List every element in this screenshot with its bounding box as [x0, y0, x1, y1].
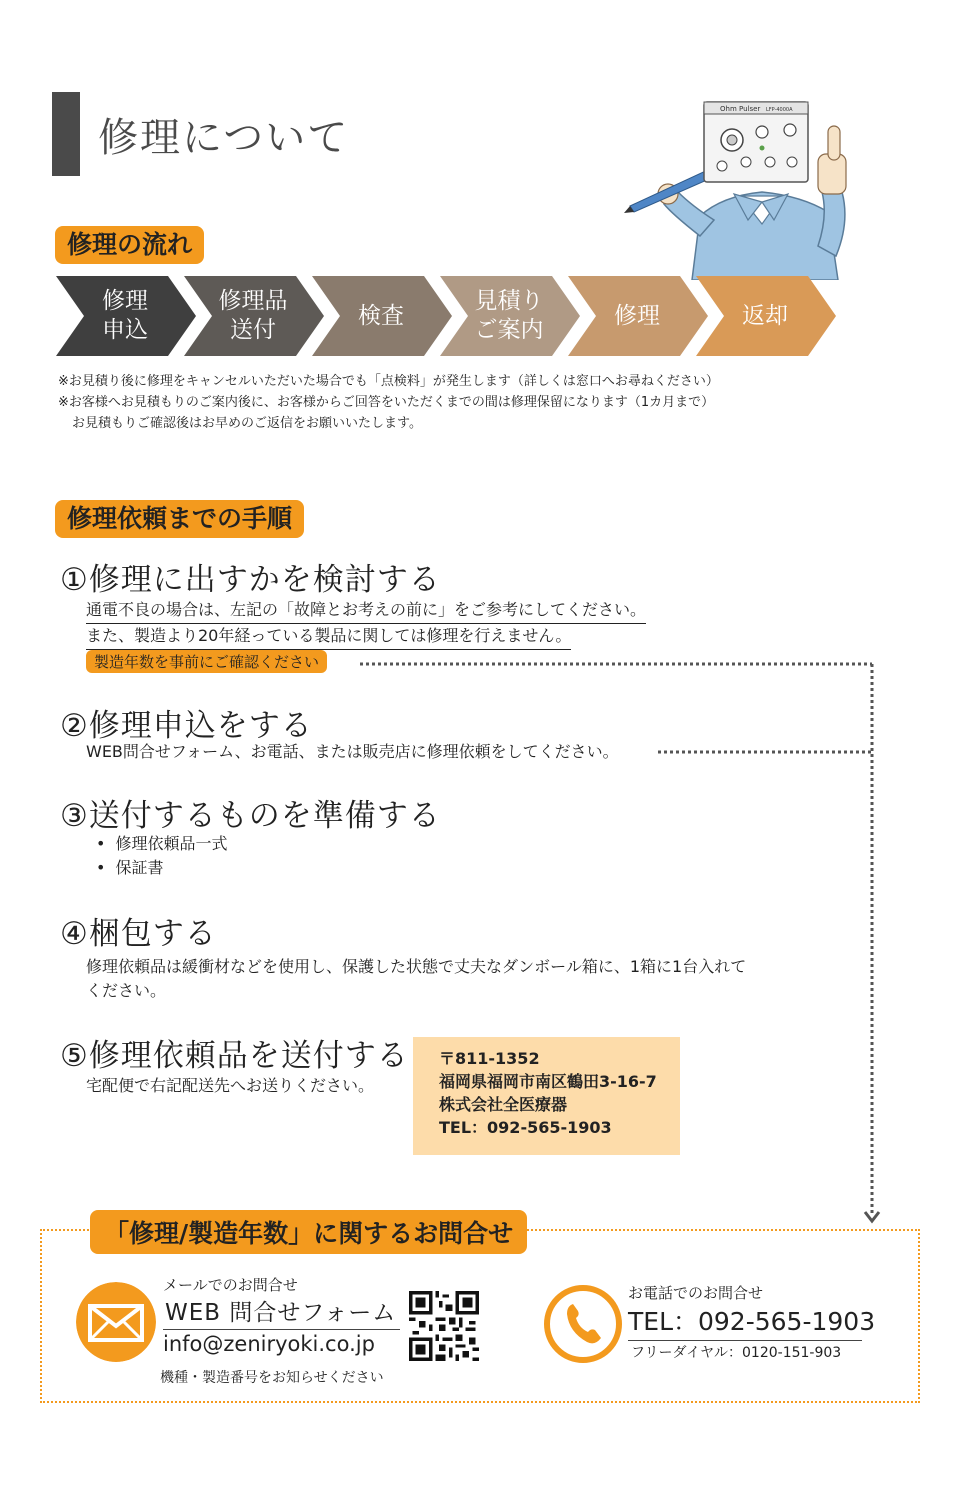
- list-item: • 保証書: [96, 856, 227, 880]
- device-brand-text: Ohm Pulser: [720, 105, 761, 113]
- step4-text: [86, 955, 746, 1003]
- check-year-badge: 製造年数を事前にご確認ください: [86, 650, 327, 673]
- title-accent-bar: [52, 92, 80, 176]
- flow-step-label: 見積り ご案内: [474, 288, 544, 343]
- step1-heading: ①修理に出すかを検討する: [60, 562, 441, 598]
- step1-line-2: また、製造より20年経っている製品に関しては修理を行えません。: [86, 624, 571, 650]
- step5-heading: ⑤修理依頼品を送付する: [60, 1038, 409, 1074]
- web-form-link[interactable]: WEB 問合せフォーム: [163, 1294, 400, 1330]
- contact-badge: 「修理/製造年数」に関するお問合せ: [90, 1210, 527, 1254]
- step4-line-1: 修理依頼品は緩衝材などを使用し、保護した状態で丈夫なダンボール箱に、1箱に1台入れて: [86, 957, 747, 976]
- qr-code[interactable]: [409, 1291, 479, 1361]
- phone-icon: [543, 1284, 623, 1364]
- address-company: 株式会社全医療器: [439, 1095, 568, 1114]
- step4-line-2: ください。: [86, 981, 167, 1000]
- step2-text: WEB問合せフォーム、お電話、または販売店に修理依頼をしてください。: [86, 742, 619, 761]
- flow-step-label: 修理: [614, 302, 660, 329]
- flow-step-apply: [56, 276, 196, 356]
- mail-contact-label: メールでのお問合せ: [163, 1276, 298, 1294]
- flow-step-repair: [568, 276, 708, 356]
- repair-flow-chart: [56, 276, 836, 356]
- shipping-address-box: [413, 1037, 680, 1155]
- flow-step-label: 検査: [358, 302, 404, 329]
- list-item: • 修理依頼品一式: [96, 832, 227, 856]
- estimate-hold-note: ※お客様へお見積もりのご案内後に、お客様からご回答をいただくまでの間は修理保留になります（1カ月まで）: [58, 395, 715, 410]
- device-model-text: LFP-4000A: [766, 107, 793, 113]
- phone-contact-label: お電話でのお問合せ: [628, 1284, 764, 1302]
- flow-step-return: [696, 276, 836, 356]
- flow-step-send: [184, 276, 324, 356]
- step3-heading: ③送付するものを準備する: [60, 798, 441, 834]
- freedial-number[interactable]: フリーダイヤル：0120-151-903: [631, 1345, 842, 1361]
- technician-illustration: [622, 96, 854, 280]
- address-tel: TEL：092-565-1903: [439, 1118, 612, 1137]
- flow-step-label: 修理 申込: [102, 288, 148, 343]
- cancel-fee-note: ※お見積り後に修理をキャンセルいただいた場合でも「点検料」が発生します（詳しくは窓口へお尋ねください）: [58, 374, 719, 389]
- page-title: 修理について: [98, 115, 350, 161]
- address-postal: 〒811-1352: [439, 1049, 540, 1068]
- email-link[interactable]: info@zeniryoki.co.jp: [163, 1332, 375, 1356]
- phone-number-link[interactable]: TEL：092-565-1903: [628, 1302, 862, 1341]
- step4-heading: ④梱包する: [60, 916, 217, 952]
- flow-step-inspect: [312, 276, 452, 356]
- step3-items: [96, 832, 227, 880]
- step1-line-1: 通電不良の場合は、左記の「故障とお考えの前に」をご参考にしてください。: [86, 598, 646, 624]
- mail-note: 機種・製造番号をお知らせください: [160, 1370, 384, 1386]
- address-street: 福岡県福岡市南区鶴田3-16-7: [439, 1072, 657, 1091]
- procedure-badge: 修理依頼までの手順: [55, 500, 304, 538]
- flow-step-label: 返却: [742, 302, 788, 329]
- step2-heading: ②修理申込をする: [60, 708, 313, 744]
- estimate-reply-note: お見積もりご確認後はお早めのご返信をお願いいたします。: [72, 416, 422, 431]
- flow-step-label: 修理品 送付: [218, 288, 288, 343]
- mail-icon: [76, 1282, 156, 1362]
- flow-step-estimate: [440, 276, 580, 356]
- step1-text: [86, 598, 646, 650]
- repair-flow-badge: 修理の流れ: [55, 226, 204, 264]
- step5-text: 宅配便で右記配送先へお送りください。: [86, 1076, 375, 1095]
